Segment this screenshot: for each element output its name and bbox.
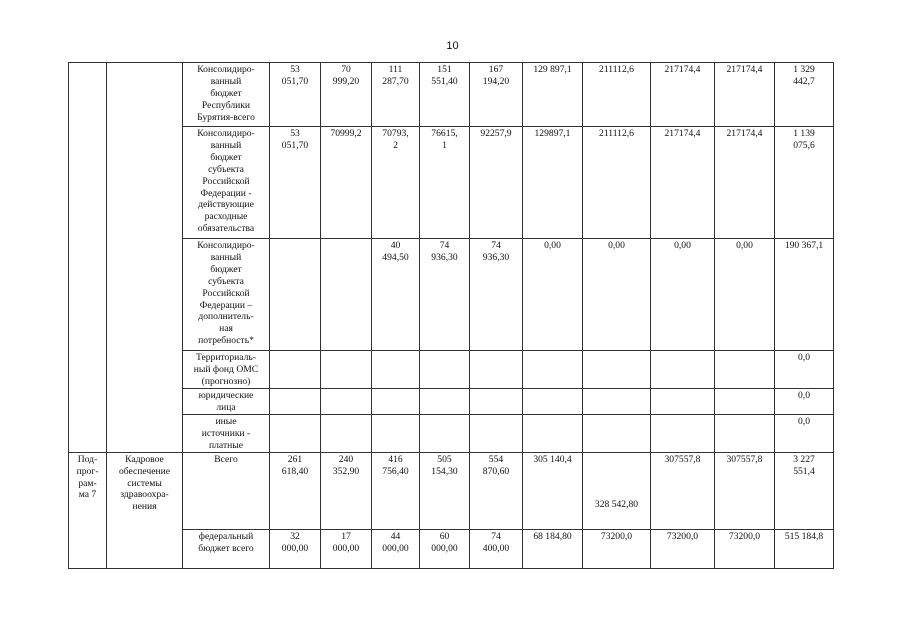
value-cell: 515 184,8 xyxy=(775,529,834,568)
value-cell: 68 184,80 xyxy=(523,529,583,568)
value-cell: 328 542,80 xyxy=(583,452,651,529)
row-label: юридические лица xyxy=(183,389,270,415)
value-cell: 240 352,90 xyxy=(321,452,372,529)
table-row xyxy=(69,529,834,568)
value-cell xyxy=(321,351,372,389)
value-cell: 73200,0 xyxy=(583,529,651,568)
value-cell xyxy=(372,415,420,453)
value-cell: 40 494,50 xyxy=(372,239,420,351)
table-row xyxy=(69,452,834,529)
value-cell xyxy=(420,351,470,389)
value-cell: 129897,1 xyxy=(523,127,583,239)
value-cell: 3 227 551,4 xyxy=(775,452,834,529)
value-cell xyxy=(583,389,651,415)
value-cell xyxy=(372,351,420,389)
value-cell: 0,00 xyxy=(583,239,651,351)
table-row xyxy=(69,389,834,415)
value-cell: 217174,4 xyxy=(651,127,715,239)
row-label: Консолидиро- ванный бюджет субъекта Российской Федерации – дополнитель- ная потребность* xyxy=(183,239,270,351)
value-cell: 1 329 442,7 xyxy=(775,63,834,127)
empty-code-cell xyxy=(69,63,107,453)
value-cell: 17 000,00 xyxy=(321,529,372,568)
value-cell: 167 194,20 xyxy=(470,63,523,127)
value-cell xyxy=(321,415,372,453)
value-cell xyxy=(715,415,775,453)
value-cell xyxy=(651,389,715,415)
value-cell xyxy=(651,351,715,389)
value-cell xyxy=(523,351,583,389)
table-row xyxy=(69,415,834,453)
value-cell: 151 551,40 xyxy=(420,63,470,127)
value-cell: 111 287,70 xyxy=(372,63,420,127)
page-number: 10 xyxy=(446,40,459,52)
value-cell: 53 051,70 xyxy=(270,63,321,127)
subprogram-code: Под- прог- рам- ма 7 xyxy=(69,452,107,568)
row-label: иные источники - платные xyxy=(183,415,270,453)
value-cell xyxy=(270,389,321,415)
value-cell xyxy=(270,239,321,351)
value-cell: 554 870,60 xyxy=(470,452,523,529)
value-cell: 0,0 xyxy=(775,389,834,415)
table-row xyxy=(69,239,834,351)
value-cell xyxy=(651,415,715,453)
value-cell xyxy=(523,389,583,415)
value-cell xyxy=(321,239,372,351)
value-cell: 74 400,00 xyxy=(470,529,523,568)
value-cell xyxy=(715,389,775,415)
row-label: Всего xyxy=(183,452,270,529)
value-cell: 53 051,70 xyxy=(270,127,321,239)
row-label: Территориаль- ный фонд ОМС (прогнозно) xyxy=(183,351,270,389)
value-cell: 32 000,00 xyxy=(270,529,321,568)
value-cell: 217174,4 xyxy=(715,127,775,239)
table-row xyxy=(69,63,834,127)
row-label: федеральный бюджет всего xyxy=(183,529,270,568)
value-cell: 305 140,4 xyxy=(523,452,583,529)
value-cell: 0,00 xyxy=(715,239,775,351)
table-row xyxy=(69,127,834,239)
value-cell: 217174,4 xyxy=(651,63,715,127)
value-cell: 76615, 1 xyxy=(420,127,470,239)
value-cell xyxy=(523,415,583,453)
value-cell xyxy=(420,415,470,453)
budget-table xyxy=(68,62,834,569)
value-cell xyxy=(470,415,523,453)
table-row xyxy=(69,351,834,389)
value-cell: 73200,0 xyxy=(715,529,775,568)
value-cell: 190 367,1 xyxy=(775,239,834,351)
value-cell: 70999,2 xyxy=(321,127,372,239)
value-cell: 0,00 xyxy=(523,239,583,351)
value-cell xyxy=(715,351,775,389)
value-cell xyxy=(583,415,651,453)
empty-name-cell xyxy=(107,63,183,453)
value-cell: 74 936,30 xyxy=(420,239,470,351)
value-cell: 0,0 xyxy=(775,415,834,453)
value-cell xyxy=(583,351,651,389)
value-cell: 307557,8 xyxy=(651,452,715,529)
value-cell: 505 154,30 xyxy=(420,452,470,529)
value-cell: 307557,8 xyxy=(715,452,775,529)
value-cell: 129 897,1 xyxy=(523,63,583,127)
value-cell: 0,00 xyxy=(651,239,715,351)
value-cell: 73200,0 xyxy=(651,529,715,568)
value-cell: 44 000,00 xyxy=(372,529,420,568)
value-cell xyxy=(470,389,523,415)
value-cell: 211112,6 xyxy=(583,127,651,239)
value-cell: 92257,9 xyxy=(470,127,523,239)
value-cell: 74 936,30 xyxy=(470,239,523,351)
value-cell: 0,0 xyxy=(775,351,834,389)
value-cell xyxy=(270,415,321,453)
value-cell: 70793, 2 xyxy=(372,127,420,239)
value-cell xyxy=(372,389,420,415)
value-cell: 70 999,20 xyxy=(321,63,372,127)
value-cell: 261 618,40 xyxy=(270,452,321,529)
value-cell: 211112,6 xyxy=(583,63,651,127)
value-cell: 217174,4 xyxy=(715,63,775,127)
value-cell xyxy=(321,389,372,415)
row-label: Консолидиро- ванный бюджет Республики Бурятия-всего xyxy=(183,63,270,127)
value-cell xyxy=(420,389,470,415)
value-cell: 416 756,40 xyxy=(372,452,420,529)
value-cell xyxy=(270,351,321,389)
value-cell: 1 139 075,6 xyxy=(775,127,834,239)
subprogram-name: Кадровое обеспечение системы здравоохра- нения xyxy=(107,452,183,568)
value-cell xyxy=(470,351,523,389)
value-cell: 60 000,00 xyxy=(420,529,470,568)
row-label: Консолидиро- ванный бюджет субъекта Российской Федерации - действующие расходные обязательства xyxy=(183,127,270,239)
